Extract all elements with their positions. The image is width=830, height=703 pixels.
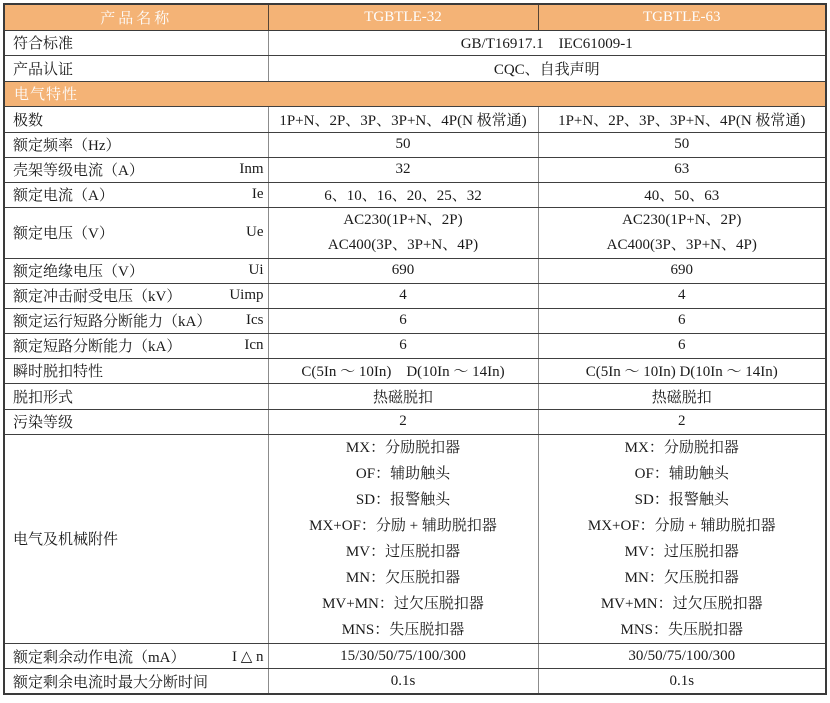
accessory-item: MV+MN：过欠压脱扣器 <box>322 596 484 613</box>
row-label: 额定频率（Hz） <box>4 132 268 157</box>
row-label: 污染等级 <box>4 409 268 434</box>
row-label: 额定运行短路分断能力（kA） <box>13 314 212 330</box>
row-label: 壳架等级电流（A） <box>13 163 144 179</box>
row-label: 额定剩余动作电流（mA） <box>13 649 186 666</box>
spec-row-tripping-characteristic <box>4 358 826 383</box>
symbol-icn: Icn <box>244 337 264 353</box>
section-header-row <box>4 81 826 106</box>
spec-row-breaking-time <box>4 669 826 694</box>
row-label: 额定电流（A） <box>13 188 114 204</box>
value-tgbtle32 <box>268 434 538 644</box>
value-tgbtle63: 690 <box>538 258 826 283</box>
value-tgbtle63: 1P+N、2P、3P、3P+N、4P(N 极常通) <box>538 106 826 132</box>
value-tgbtle63: 63 <box>538 157 826 182</box>
symbol-idn: I △ n <box>231 648 264 665</box>
electrical-characteristics-section-title: 电气特性 <box>4 81 826 106</box>
symbol-inm: Inm <box>239 161 264 177</box>
accessory-item: SD：报警触头 <box>355 491 451 508</box>
accessory-item: MV+MN：过欠压脱扣器 <box>600 596 763 613</box>
accessory-item: MN：欠压脱扣器 <box>345 569 461 586</box>
row-label: 额定冲击耐受电压（kV） <box>13 289 182 305</box>
spec-row-rated-current <box>4 182 826 207</box>
value-tgbtle63: 6 <box>538 308 826 333</box>
row-label: 符合标准 <box>4 30 268 55</box>
value-tgbtle63 <box>538 434 826 644</box>
value-tgbtle63: 4 <box>538 283 826 308</box>
product-spec-table <box>3 3 827 695</box>
row-label: 瞬时脱扣特性 <box>4 358 268 383</box>
spec-row-trip-type <box>4 383 826 409</box>
voltage-line-1: AC230(1P+N、2P) <box>622 211 742 228</box>
row-label: 电气及机械附件 <box>4 434 268 644</box>
spec-row-icn <box>4 333 826 358</box>
symbol-uimp: Uimp <box>229 287 264 303</box>
certification-row <box>4 55 826 81</box>
product-name-header: 产品名称 <box>4 4 268 30</box>
value-tgbtle32: 6 <box>268 333 538 358</box>
spec-row-pollution-degree <box>4 409 826 434</box>
value-tgbtle32: 热磁脱扣 <box>268 383 538 409</box>
voltage-line-1: AC230(1P+N、2P) <box>343 211 463 228</box>
voltage-line-2: AC400(3P、3P+N、4P) <box>327 236 479 253</box>
spec-row-rated-voltage <box>4 207 826 258</box>
table-header-row <box>4 4 826 30</box>
value-tgbtle63: 50 <box>538 132 826 157</box>
row-label: 额定剩余电流时最大分断时间 <box>4 669 268 694</box>
spec-row-residual-current <box>4 644 826 669</box>
value-tgbtle32: 6、10、16、20、25、32 <box>268 182 538 207</box>
row-label: 额定短路分断能力（kA） <box>13 339 182 355</box>
value-tgbtle32: 1P+N、2P、3P、3P+N、4P(N 极常通) <box>268 106 538 132</box>
value-tgbtle63: 0.1s <box>538 669 826 694</box>
value-tgbtle32: 690 <box>268 258 538 283</box>
accessories-row <box>4 434 826 644</box>
accessory-item: MN：欠压脱扣器 <box>624 569 739 586</box>
value-tgbtle32: C(5In ～ 10In) D(10In ～ 14In) <box>268 358 538 383</box>
symbol-ics: Ics <box>246 312 264 328</box>
row-label: 极数 <box>4 106 268 132</box>
spec-row-frame-current <box>4 157 826 182</box>
accessory-item: MNS：失压脱扣器 <box>341 622 465 639</box>
row-label: 额定电压（V） <box>13 226 114 242</box>
value-tgbtle63: 30/50/75/100/300 <box>538 644 826 669</box>
value-tgbtle32: 6 <box>268 308 538 333</box>
accessory-item: OF：辅助触头 <box>355 465 451 482</box>
row-label: 额定绝缘电压（V） <box>13 264 144 280</box>
accessory-item: MV：过压脱扣器 <box>624 543 739 560</box>
model-header-tgbtle63: TGBTLE-63 <box>538 4 826 30</box>
accessory-item: MNS：失压脱扣器 <box>620 622 743 639</box>
value-tgbtle63 <box>538 207 826 258</box>
certification-value: CQC、自我声明 <box>268 55 826 81</box>
value-tgbtle32: 32 <box>268 157 538 182</box>
spec-row-insulation-voltage <box>4 258 826 283</box>
value-tgbtle63: C(5In ～ 10In) D(10In ～ 14In) <box>538 358 826 383</box>
symbol-ie: Ie <box>251 186 264 202</box>
row-label: 产品认证 <box>4 55 268 81</box>
accessory-item: MV：过压脱扣器 <box>345 543 461 560</box>
value-tgbtle63: 热磁脱扣 <box>538 383 826 409</box>
value-tgbtle32: 50 <box>268 132 538 157</box>
accessory-item: MX+OF：分励 + 辅助脱扣器 <box>309 517 497 534</box>
value-tgbtle32: 0.1s <box>268 669 538 694</box>
value-tgbtle32: 15/30/50/75/100/300 <box>268 644 538 669</box>
spec-row-ics <box>4 308 826 333</box>
accessory-item: MX+OF：分励 + 辅助脱扣器 <box>587 517 776 534</box>
symbol-ue: Ue <box>246 224 264 240</box>
model-header-tgbtle32: TGBTLE-32 <box>268 4 538 30</box>
accessory-item: SD：报警触头 <box>634 491 729 508</box>
voltage-line-2: AC400(3P、3P+N、4P) <box>606 236 757 253</box>
symbol-ui: Ui <box>248 262 264 278</box>
spec-row-impulse-voltage <box>4 283 826 308</box>
value-tgbtle32: 2 <box>268 409 538 434</box>
accessory-item: MX：分励脱扣器 <box>345 439 461 456</box>
standards-row <box>4 30 826 55</box>
row-label: 脱扣形式 <box>4 383 268 409</box>
value-tgbtle63: 6 <box>538 333 826 358</box>
standards-value: GB/T16917.1 IEC61009-1 <box>268 30 826 55</box>
value-tgbtle63: 2 <box>538 409 826 434</box>
accessory-item: MX：分励脱扣器 <box>624 439 739 456</box>
spec-row-poles <box>4 106 826 132</box>
spec-row-frequency <box>4 132 826 157</box>
accessory-item: OF：辅助触头 <box>634 465 729 482</box>
value-tgbtle32: 4 <box>268 283 538 308</box>
value-tgbtle63: 40、50、63 <box>538 182 826 207</box>
value-tgbtle32 <box>268 207 538 258</box>
